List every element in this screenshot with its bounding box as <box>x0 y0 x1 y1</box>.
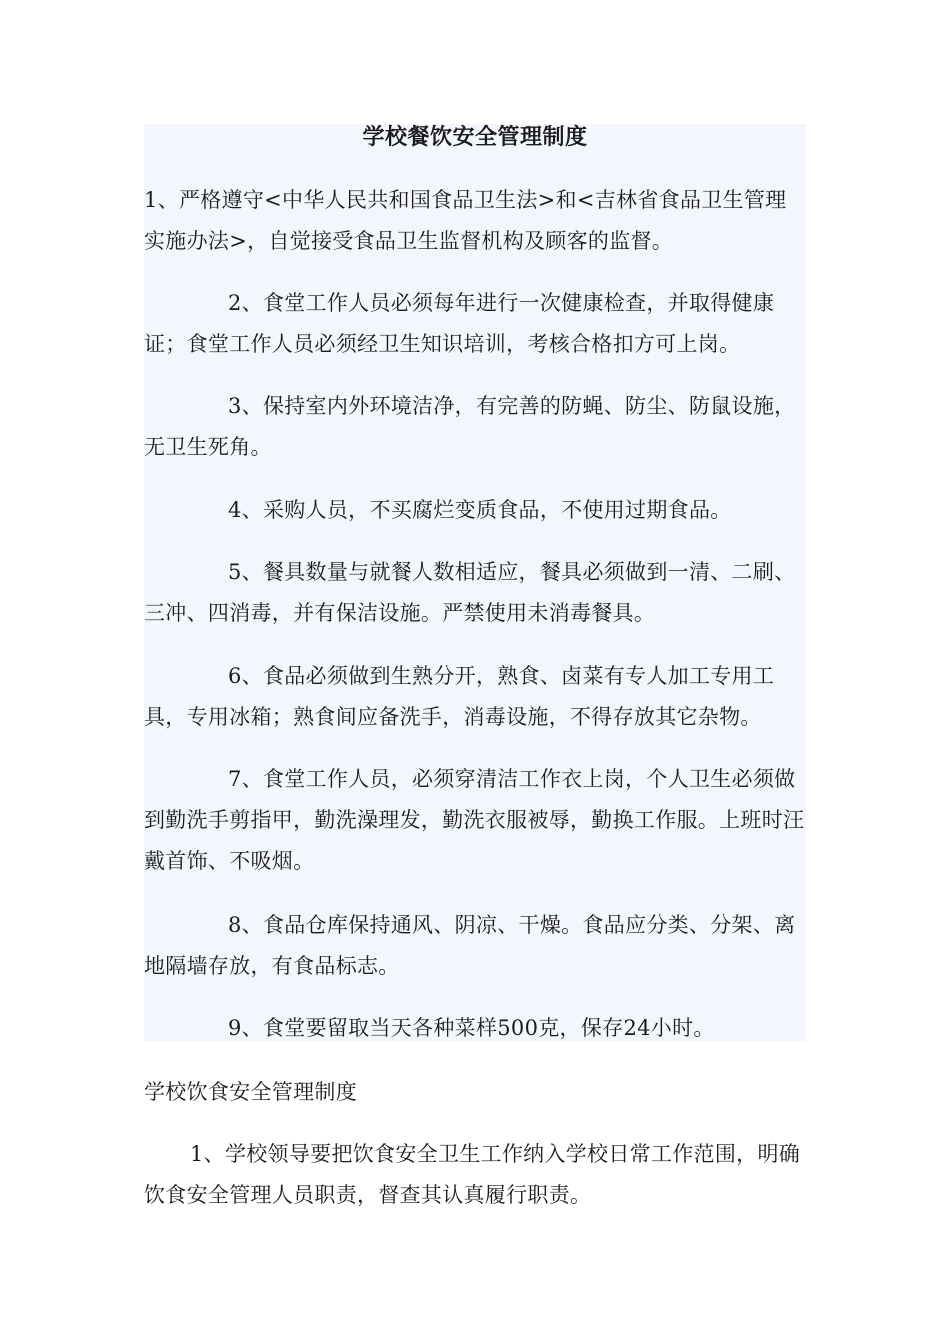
rule-item-7: 7、食堂工作人员，必须穿清洁工作衣上岗，个人卫生必须做到勤洗手剪指甲，勤洗澡理发，勤洗衣服被辱，勤换工作服。上班时汪戴首饰、不吸烟。 <box>144 767 805 873</box>
rule-item-1: 1、严格遵守<中华人民共和国食品卫生法>和<吉林省食品卫生管理实施办法>，自觉接受食品卫生监督机构及顾客的监督。 <box>144 188 787 253</box>
section-title-catering: 学校餐饮安全管理制度 <box>362 124 588 150</box>
section-title-diet: 学校饮食安全管理制度 <box>144 1080 357 1104</box>
rule-item-8: 8、食品仓库保持通风、阴凉、干燥。食品应分类、分架、离地隔墙存放，有食品标志。 <box>144 913 796 978</box>
rule-item-2: 2、食堂工作人员必须每年进行一次健康检查，并取得健康证；食堂工作人员必须经卫生知识培训，考核合格扣方可上岗。 <box>144 291 775 356</box>
rule-item-5: 5、餐具数量与就餐人数相适应，餐具必须做到一清、二刷、三冲、四消毒，并有保洁设施。严禁使用未消毒餐具。 <box>144 560 796 625</box>
rule-item-3: 3、保持室内外环境洁净，有完善的防蝇、防尘、防鼠设施，无卫生死角。 <box>144 394 796 459</box>
rule-item-6: 6、食品必须做到生熟分开，熟食、卤菜有专人加工专用工具，专用冰箱；熟食间应备洗手，消毒设施，不得存放其它杂物。 <box>144 664 775 729</box>
rule-item-4: 4、采购人员，不买腐烂变质食品，不使用过期食品。 <box>228 498 732 522</box>
diet-rule-item-1: 1、学校领导要把饮食安全卫生工作纳入学校日常工作范围，明确饮食安全管理人员职责，督查其认真履行职责。 <box>144 1142 801 1207</box>
rule-item-9: 9、食堂要留取当天各种菜样500克，保存24小时。 <box>228 1016 715 1040</box>
